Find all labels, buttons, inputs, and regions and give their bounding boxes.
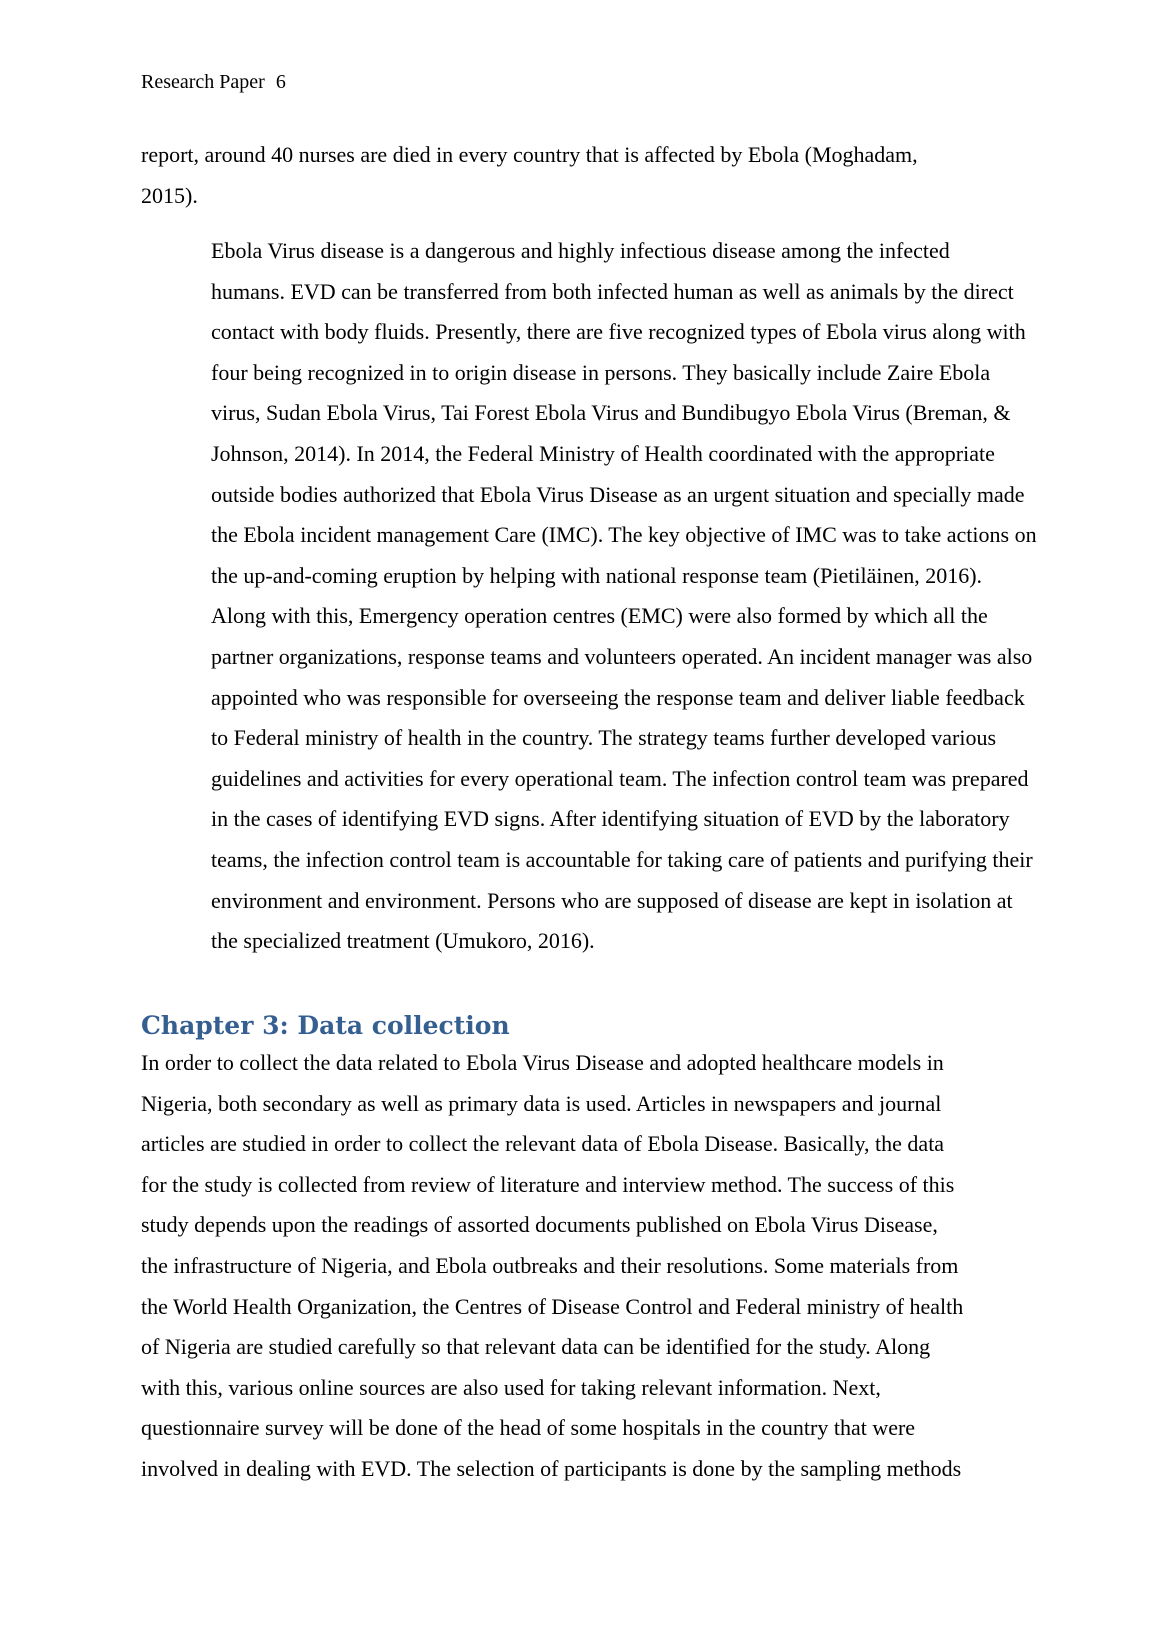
- text-line: for the study is collected from review of literature and interview method. The success of this: [141, 1171, 955, 1197]
- running-header: [141, 68, 286, 96]
- text-line: the World Health Organization, the Centres of Disease Control and Federal ministry of health: [141, 1293, 964, 1319]
- paragraph-ebola-overview: [141, 231, 1037, 962]
- text-line: guidelines and activities for every operational team. The infection control team was prepared: [211, 765, 1029, 791]
- text-line: the Ebola incident management Care (IMC). The key objective of IMC was to take actions on: [211, 522, 1037, 548]
- text-line: articles are studied in order to collect the relevant data of Ebola Disease. Basically, the data: [141, 1131, 945, 1157]
- text-line: questionnaire survey will be done of the head of some hospitals in the country that were: [141, 1415, 916, 1441]
- text-line: the specialized treatment (Umukoro, 2016).: [211, 928, 595, 954]
- text-line: to Federal ministry of health in the country. The strategy teams further developed various: [211, 725, 997, 751]
- text-line: the infrastructure of Nigeria, and Ebola outbreaks and their resolutions. Some materials from: [141, 1252, 959, 1278]
- text-line: environment and environment. Persons who are supposed of disease are kept in isolation at: [211, 887, 1013, 913]
- text-line: humans. EVD can be transferred from both infected human as well as animals by the direct: [211, 278, 1014, 304]
- paragraph-continuation: [141, 135, 1023, 216]
- text-line: virus, Sudan Ebola Virus, Tai Forest Ebola Virus and Bundibugyo Ebola Virus (Breman, &: [211, 400, 1011, 426]
- text-line: teams, the infection control team is accountable for taking care of patients and purifying their: [211, 846, 1033, 872]
- text-line: Along with this, Emergency operation centres (EMC) were also formed by which all the: [211, 603, 988, 629]
- section-heading: Chapter 3: Data collection: [141, 1011, 510, 1040]
- text-line: the up-and-coming eruption by helping with national response team (Pietiläinen, 2016).: [211, 562, 983, 588]
- text-line: contact with body fluids. Presently, there are five recognized types of Ebola virus along with: [211, 319, 1026, 345]
- text-line: Nigeria, both secondary as well as primary data is used. Articles in newspapers and journal: [141, 1090, 942, 1116]
- text-line: outside bodies authorized that Ebola Virus Disease as an urgent situation and specially made: [211, 481, 1025, 507]
- text-line: appointed who was responsible for overseeing the response team and deliver liable feedback: [211, 684, 1025, 710]
- text-line: four being recognized in to origin disease in persons. They basically include Zaire Ebola: [211, 359, 991, 385]
- page-number: 6: [275, 71, 286, 93]
- text-line: report, around 40 nurses are died in every country that is affected by Ebola (Moghadam,: [141, 142, 918, 167]
- text-line: involved in dealing with EVD. The selection of participants is done by the sampling methods: [141, 1455, 962, 1481]
- text-line: 2015).: [141, 182, 198, 208]
- text-line: of Nigeria are studied carefully so that relevant data can be identified for the study. Along: [141, 1334, 931, 1360]
- text-line: In order to collect the data related to Ebola Virus Disease and adopted healthcare models in: [141, 1050, 944, 1075]
- text-line: partner organizations, response teams and volunteers operated. An incident manager was also: [211, 643, 1033, 669]
- text-line: Johnson, 2014). In 2014, the Federal Ministry of Health coordinated with the appropriate: [211, 440, 995, 466]
- text-line: in the cases of identifying EVD signs. After identifying situation of EVD by the laboratory: [211, 806, 1010, 832]
- paragraph-data-collection: [141, 1043, 1023, 1490]
- text-line: Ebola Virus disease is a dangerous and highly infectious disease among the infected: [211, 238, 950, 263]
- text-line: study depends upon the readings of assorted documents published on Ebola Virus Disease,: [141, 1212, 938, 1238]
- header-title: Research Paper: [141, 71, 265, 93]
- text-line: with this, various online sources are also used for taking relevant information. Next,: [141, 1374, 881, 1400]
